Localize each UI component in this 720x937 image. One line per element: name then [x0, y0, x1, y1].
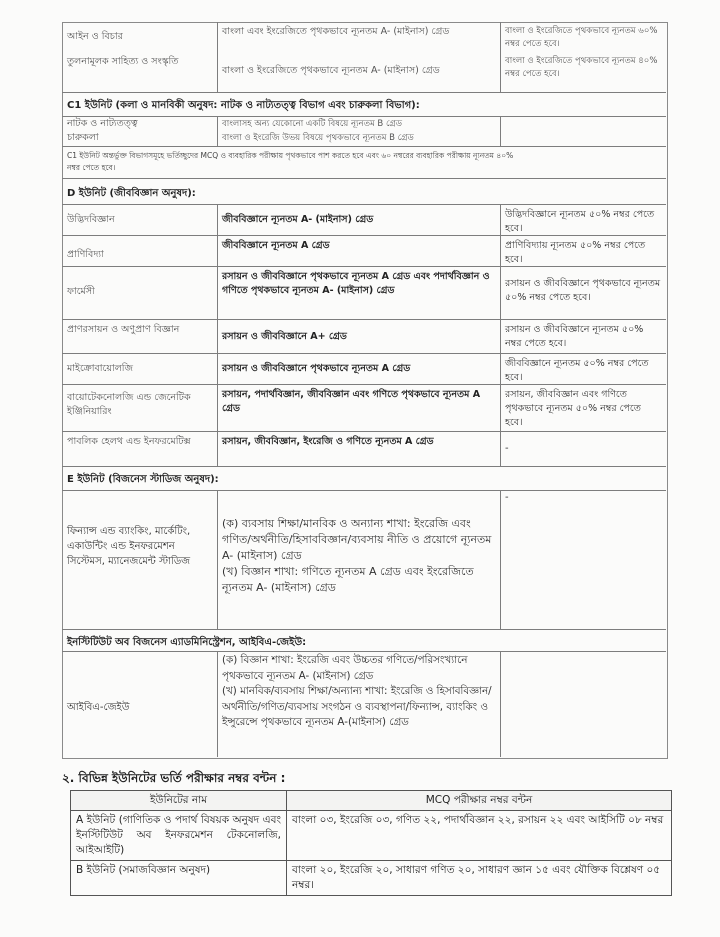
c1-unit-heading: C1 ইউনিট (কলা ও মানবিকী অনুষদ: নাটক ও নাট্যতত্ত্ব বিভাগ এবং চারুকলা বিভাগ): — [67, 100, 420, 111]
subject-cell: প্রাণিবিদ্যা — [67, 249, 104, 260]
row-divider — [62, 466, 666, 467]
remarks-cell: - — [505, 443, 509, 454]
requirement-cell: রসায়ন ও জীববিজ্ঞানে A+ গ্রেড — [222, 331, 347, 342]
requirement-option-a: (ক) ব্যবসায় শিক্ষা/মানবিক ও অন্যান্য শাখা: ইংরেজি এবং গণিত/অর্থনীতি/হিসাববিজ্ঞান/ব্যবসায় নীতি ও প্রয়োগে ন্যূনতম A- (মাইনাস) গ্রেড — [222, 517, 492, 562]
column-divider — [500, 490, 501, 629]
subject-cell: নাটক ও নাট্যতত্ত্ব — [67, 118, 138, 129]
distribution-cell: বাংলা ০৩, ইংরেজি ০৩, গণিত ২২, পদার্থবিজ্ঞান ২২, রসায়ন ২২ এবং আইসিটি ০৮ নম্বর — [287, 811, 672, 861]
remarks-cell: রসায়ন ও জীববিজ্ঞানে পৃথকভাবে ন্যূনতম ৫০% নম্বর পেতে হবে। — [505, 278, 661, 303]
requirement-cell: রসায়ন, পদার্থবিজ্ঞান, জীববিজ্ঞান এবং গণিতে পৃথকভাবে ন্যূনতম A গ্রেড — [222, 389, 481, 414]
column-divider — [217, 490, 218, 629]
column-header: ইউনিটের নাম — [71, 791, 287, 811]
subject-cell: আইন ও বিচার — [67, 31, 123, 42]
remarks-cell: রসায়ন ও জীববিজ্ঞানে ন্যূনতম ৫০% নম্বর পেতে হবে। — [505, 324, 644, 349]
table-row — [62, 131, 666, 145]
table-row — [62, 320, 666, 353]
requirement-cell: জীববিজ্ঞানে ন্যূনতম A গ্রেড — [222, 240, 330, 251]
requirement-cell: রসায়ন ও জীববিজ্ঞানে পৃথকভাবে ন্যূনতম A গ্রেড এবং পদার্থবিজ্ঞান ও গণিতে পৃথকভাবে ন্যূনতম A- (মাইনাস) গ্রেড — [222, 271, 490, 296]
remarks-cell: বাংলা ও ইংরেজিতে পৃথকভাবে ন্যূনতম ৬০% নম্বর পেতে হবে। — [505, 26, 658, 49]
column-divider — [217, 651, 218, 757]
column-divider — [500, 651, 501, 757]
requirement-cell: জীববিজ্ঞানে ন্যূনতম A- (মাইনাস) গ্রেড — [222, 214, 374, 225]
remarks-cell: - — [505, 492, 509, 503]
requirement-option-b: (খ) মানবিক/ব্যবসায় শিক্ষা/অন্যান্য শাখা: ইংরেজি ও হিসাববিজ্ঞান/অর্থনীতি/গণিত/ব্যবসায় সংগঠন ও ব্যবস্থাপনা/ফিন্যান্স, ব্যাংকিং ও ইন্সুরেন্সে পৃথকভাবে ন্যূনতম A-(মাইনাস) গ্রেড — [222, 685, 492, 728]
marks-distribution-table — [70, 790, 672, 896]
subject-cell: চারুকলা — [67, 132, 99, 143]
subject-cell: মাইক্রোবায়োলজি — [67, 363, 133, 374]
requirement-cell: বাংলা ও ইংরেজিতে পৃথকভাবে ন্যূনতম A- (মাইনাস) গ্রেড — [222, 65, 440, 76]
table-header-row — [71, 791, 672, 811]
subject-cell: বায়োটেকনোলজি এন্ড জেনেটিক ইঞ্জিনিয়ারিং — [67, 392, 191, 417]
unit-name-cell: B ইউনিট (সমাজবিজ্ঞান অনুষদ) — [71, 861, 287, 896]
table-row — [62, 117, 666, 131]
row-divider — [62, 178, 666, 179]
column-divider — [500, 22, 501, 92]
column-header: MCQ পরীক্ষার নম্বর বন্টন — [287, 791, 672, 811]
requirement-cell: রসায়ন ও জীববিজ্ঞানে পৃথকভাবে ন্যূনতম A গ্রেড — [222, 363, 411, 374]
remarks-cell: প্রাণিবিদ্যায় ন্যূনতম ৫০% নম্বর পেতে হবে। — [505, 240, 646, 265]
subject-cell: ফার্মেসী — [67, 286, 95, 297]
table-row — [62, 52, 666, 92]
requirement-cell: বাংলা এবং ইংরেজিতে পৃথকভাবে ন্যূনতম A- (মাইনাস) গ্রেড — [222, 26, 450, 37]
remarks-cell: রসায়ন, জীববিজ্ঞান এবং গণিতে পৃথকভাবে ন্যূনতম ৫০% নম্বর পেতে হবে। — [505, 389, 641, 428]
d-unit-heading: D ইউনিট (জীববিজ্ঞান অনুষদ): — [67, 188, 196, 199]
row-divider — [62, 629, 666, 630]
unit-name-cell: A ইউনিট (গাণিতিক ও পদার্থ বিষয়ক অনুষদ এবং ইনস্টিটিউট অব ইনফরমেশন টেকনোলজি, আইআইটি) — [71, 811, 287, 861]
requirement-cell: বাংলাসহ অন্য যেকোনো একটি বিষয়ে ন্যূনতম B গ্রেড — [222, 119, 403, 129]
requirement-option-b: (খ) বিজ্ঞান শাখা: গণিতে ন্যূনতম A গ্রেড এবং ইংরেজিতে ন্যূনতম A- (মাইনাস) গ্রেড — [222, 565, 474, 594]
table-row — [62, 354, 666, 384]
subject-cell: প্রাণরসায়ন ও অণুপ্রাণ বিজ্ঞান — [67, 324, 180, 335]
table-row — [62, 491, 666, 629]
subject-cell: উদ্ভিদবিজ্ঞান — [67, 214, 115, 225]
column-divider — [217, 204, 218, 466]
row-divider — [62, 92, 666, 93]
table-row — [62, 432, 666, 466]
table-row — [62, 385, 666, 431]
row-divider — [62, 146, 666, 147]
table-row — [71, 861, 672, 896]
requirement-cell: বাংলা ও ইংরেজি উভয় বিষয়ে পৃথকভাবে ন্যূনতম B গ্রেড — [222, 133, 414, 143]
subject-cell: তুলনামূলক সাহিত্য ও সংস্কৃতি — [67, 56, 179, 67]
remarks-cell: উদ্ভিদবিজ্ঞানে ন্যূনতম ৫০% নম্বর পেতে হবে। — [505, 209, 655, 234]
subject-cell: ফিন্যান্স এন্ড ব্যাংকিং, মার্কেটিং, একাউন্টিং এন্ড ইনফরমেশন সিস্টেমস, ম্যানেজমেন্ট স্টাডিজ — [67, 526, 191, 567]
table-row — [71, 811, 672, 861]
section-title: ২. বিভিন্ন ইউনিটের ভর্তি পরীক্ষার নম্বর বন্টন : — [62, 771, 286, 785]
c1-note: C1 ইউনিট অন্তর্ভুক্ত বিভাগসমূহে ভর্তিচ্ছুদের MCQ ও ব্যবহারিক পরীক্ষায় পৃথকভাবে পাশ করতে হবে এবং ৬০ নম্বরের ব্যবহারিক পরীক্ষায় ন্যূনতম ৪০% — [67, 151, 514, 160]
c1-note: নম্বর পেতে হবে। — [67, 163, 116, 172]
remarks-cell: বাংলা ও ইংরেজিতে পৃথকভাবে ন্যূনতম ৪০% নম্বর পেতে হবে। — [505, 56, 658, 79]
table-row — [62, 267, 666, 319]
subject-cell: আইবিএ-জেইউ — [67, 702, 130, 713]
table-row — [62, 205, 666, 235]
iba-heading: ইনস্টিটিউট অব বিজনেস এ্যাডমিনিস্ট্রেশন, আইবিএ-জেইউ: — [67, 637, 307, 648]
requirement-cell: রসায়ন, জীববিজ্ঞান, ইংরেজি ও গণিতে ন্যূনতম A গ্রেড — [222, 436, 434, 447]
column-divider — [500, 204, 501, 466]
table-row — [62, 236, 666, 266]
table-row — [62, 22, 666, 52]
distribution-cell: বাংলা ২০, ইংরেজি ২০, সাধারণ গণিত ২০, সাধারণ জ্ঞান ১৫ এবং যৌক্তিক বিশ্লেষণ ০৫ নম্বর। — [287, 861, 672, 896]
remarks-cell: জীববিজ্ঞানে ন্যূনতম ৫০% নম্বর পেতে হবে। — [505, 358, 649, 383]
requirement-cell — [217, 513, 500, 599]
table-row — [62, 652, 666, 757]
e-unit-heading: E ইউনিট (বিজনেস স্টাডিজ অনুষদ): — [67, 474, 219, 485]
requirement-cell — [217, 652, 500, 757]
column-divider — [217, 116, 218, 146]
requirement-option-a: (ক) বিজ্ঞান শাখা: ইংরেজি এবং উচ্চতর গণিতে/পরিসংখ্যানে পৃথকভাবে ন্যূনতম A- (মাইনাস) গ্রেড — [222, 654, 468, 682]
column-divider — [500, 116, 501, 146]
column-divider — [217, 22, 218, 92]
subject-cell: পাবলিক হেলথ এন্ড ইনফরমেটিক্স — [67, 436, 191, 447]
